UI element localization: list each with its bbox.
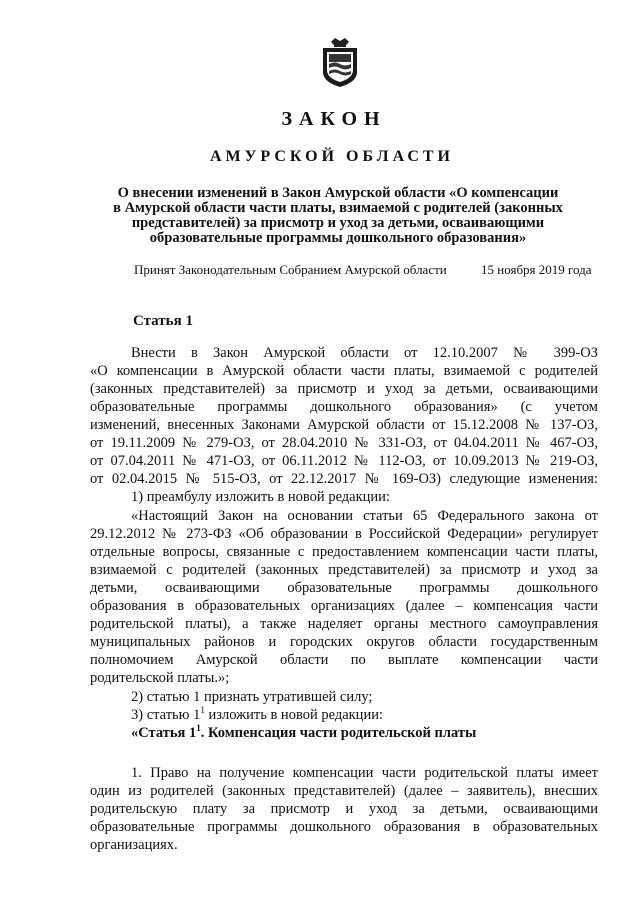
paragraph-line: 29.12.2012 № 273-ФЗ «Об образовании в Российской Федерации» регулирует bbox=[90, 526, 598, 542]
adopted-date: 15 ноября 2019 года bbox=[481, 262, 592, 277]
paragraph-line: изменений, внесенных Законами Амурской области от 15.12.2008 № 137-ОЗ, bbox=[90, 417, 598, 433]
paragraph-line: полномочием Амурской области по выплате компенсации части bbox=[90, 652, 598, 668]
list-item: 3) статью $1^1$ изложить в новой редакции: bbox=[131, 705, 383, 723]
paragraph-line: от 07.04.2011 № 471-ОЗ, от 06.11.2012 № 112-ОЗ, от 10.09.2013 № 219-ОЗ, bbox=[90, 453, 598, 469]
list-item: 2) статью 1 признать утратившей силу; bbox=[131, 689, 373, 705]
list-item: 1) преамбулу изложить в новой редакции: bbox=[131, 489, 390, 505]
paragraph-line: (законных представителей) за присмотр и уход за детьми, осваивающими bbox=[90, 381, 598, 397]
paragraph-line: Внести в Закон Амурской области от 12.10.2007 № 399-ОЗ bbox=[131, 345, 598, 361]
paragraph-line: от 19.11.2009 № 279-ОЗ, от 28.04.2010 № 331-ОЗ, от 04.04.2011 № 467-ОЗ, bbox=[90, 435, 598, 451]
paragraph-line: от 02.04.2015 № 515-ОЗ, от 22.12.2017 № 169-ОЗ) следующие изменения: bbox=[90, 471, 598, 487]
paragraph-line: «О компенсации в Амурской области части платы, взимаемой с родителей bbox=[90, 363, 598, 379]
paragraph-line: образования в образовательных организациях (далее – компенсация части bbox=[90, 598, 598, 614]
paragraph-line: взимаемой с родителей (законных представителей) за присмотр и уход за bbox=[90, 562, 598, 578]
paragraph-line: муниципальных районов и городских округов области государственным bbox=[90, 634, 598, 650]
paragraph-line: образовательные программы дошкольного образования в образовательных bbox=[90, 819, 598, 835]
paragraph-line: родительскую плату за присмотр и уход за детьми, осваивающими bbox=[90, 801, 598, 817]
paragraph-line: родительской платы), а также наделяет органы местного самоуправления bbox=[90, 616, 598, 632]
paragraph-line: отдельные вопросы, связанные с предоставлением компенсации части платы, bbox=[90, 544, 598, 560]
document-title: ЗАКОН bbox=[281, 108, 387, 130]
document-subtitle: АМУРСКОЙ ОБЛАСТИ bbox=[210, 148, 454, 165]
new-article-heading: «Статья $1^1$. Компенсация части родительской платы bbox=[131, 723, 477, 741]
paragraph-line: «Настоящий Закон на основании статьи 65 Федерального закона от bbox=[131, 508, 598, 524]
paragraph-line: образовательные программы дошкольного образования» (с учетом bbox=[90, 399, 598, 415]
paragraph-line: организациях. bbox=[90, 837, 178, 853]
adopted-by: Принят Законодательным Собранием Амурской области bbox=[134, 262, 447, 277]
law-name: О внесении изменений в Закон Амурской области «О компенсации в Амурской области части платы, взимаемой с родителей (законных представителей) за присмотр и уход за детьми, осваивающими образовательные программы дошкольного образования» bbox=[113, 185, 563, 246]
paragraph-line: детьми, осваивающими образовательные программы дошкольного bbox=[90, 580, 598, 596]
paragraph-line: 1. Право на получение компенсации части родительской платы имеет bbox=[131, 765, 598, 781]
coat-of-arms-icon bbox=[319, 36, 361, 88]
paragraph-line: родительской платы.»; bbox=[90, 670, 230, 686]
article-heading: Статья 1 bbox=[133, 313, 193, 329]
paragraph-line: один из родителей (законных представителей) (далее – заявитель), внесших bbox=[90, 783, 598, 799]
